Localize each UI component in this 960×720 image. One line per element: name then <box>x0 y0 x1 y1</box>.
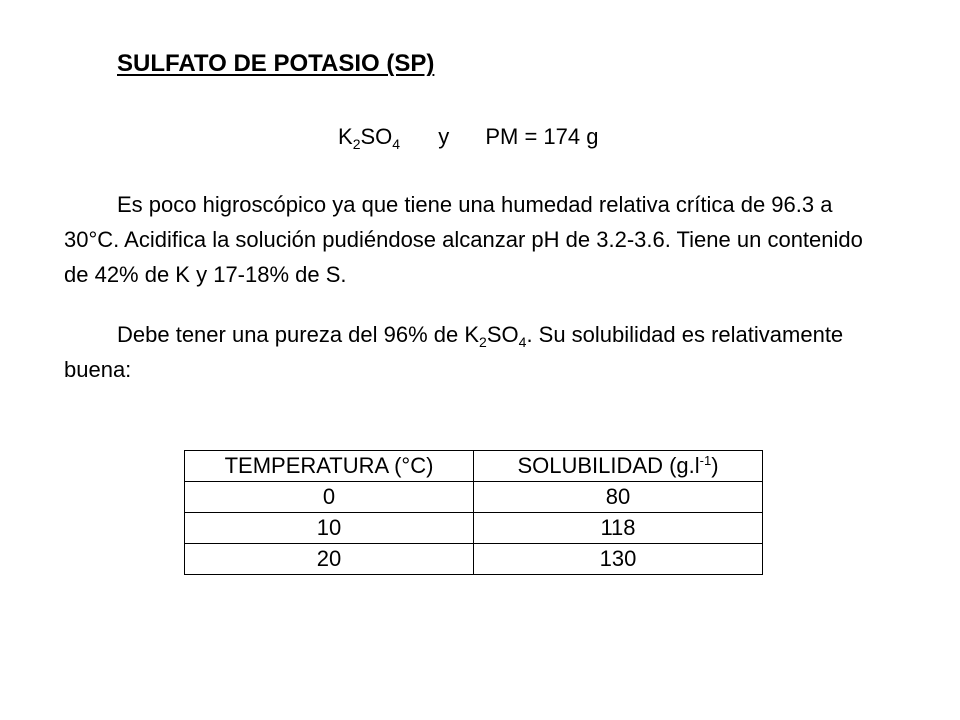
molecular-weight: PM = 174 g <box>485 124 599 149</box>
description-paragraph <box>64 187 884 292</box>
purity-paragraph <box>64 317 884 387</box>
header-solubility <box>474 451 763 482</box>
purity-text-so: SO <box>486 322 519 347</box>
purity-subscript-2: 4 <box>518 334 527 350</box>
cell-solubility: 130 <box>474 544 763 575</box>
header-temperature: TEMPERATURA (°C) <box>185 451 474 482</box>
table-row <box>185 482 763 513</box>
table-header-row <box>185 451 763 482</box>
cell-temperature: 10 <box>185 513 474 544</box>
table-row <box>185 544 763 575</box>
page-title: SULFATO DE POTASIO (SP) <box>117 50 435 77</box>
header-solubility-close: ) <box>711 453 719 478</box>
description-text: Es poco higroscópico ya que tiene una humedad relativa crítica de 96.3 a 30°C. Acidifica la solución pudiéndose alcanzar pH de 3.2-3.6. Tiene un contenido de 42% de K y 17-18% de S. <box>64 192 863 287</box>
solubility-table <box>184 450 763 575</box>
table-row <box>185 513 763 544</box>
chemical-formula-line <box>338 124 598 150</box>
purity-text-start: Debe tener una pureza del 96% de K <box>117 322 480 347</box>
formula-potassium-subscript: 2 <box>352 136 361 152</box>
cell-temperature: 0 <box>185 482 474 513</box>
formula-potassium: K <box>338 124 353 149</box>
purity-subscript-1: 2 <box>479 334 487 350</box>
header-solubility-superscript: -1 <box>699 453 712 468</box>
formula-connector: y <box>438 124 450 149</box>
cell-solubility: 118 <box>474 513 763 544</box>
cell-temperature: 20 <box>185 544 474 575</box>
purity-text-end: . Su solubilidad es relativamente buena: <box>64 322 844 382</box>
formula-sulfate-subscript: 4 <box>392 136 401 152</box>
header-solubility-base: SOLUBILIDAD (g.l <box>517 453 700 478</box>
formula-sulfate: SO <box>360 124 393 149</box>
cell-solubility: 80 <box>474 482 763 513</box>
